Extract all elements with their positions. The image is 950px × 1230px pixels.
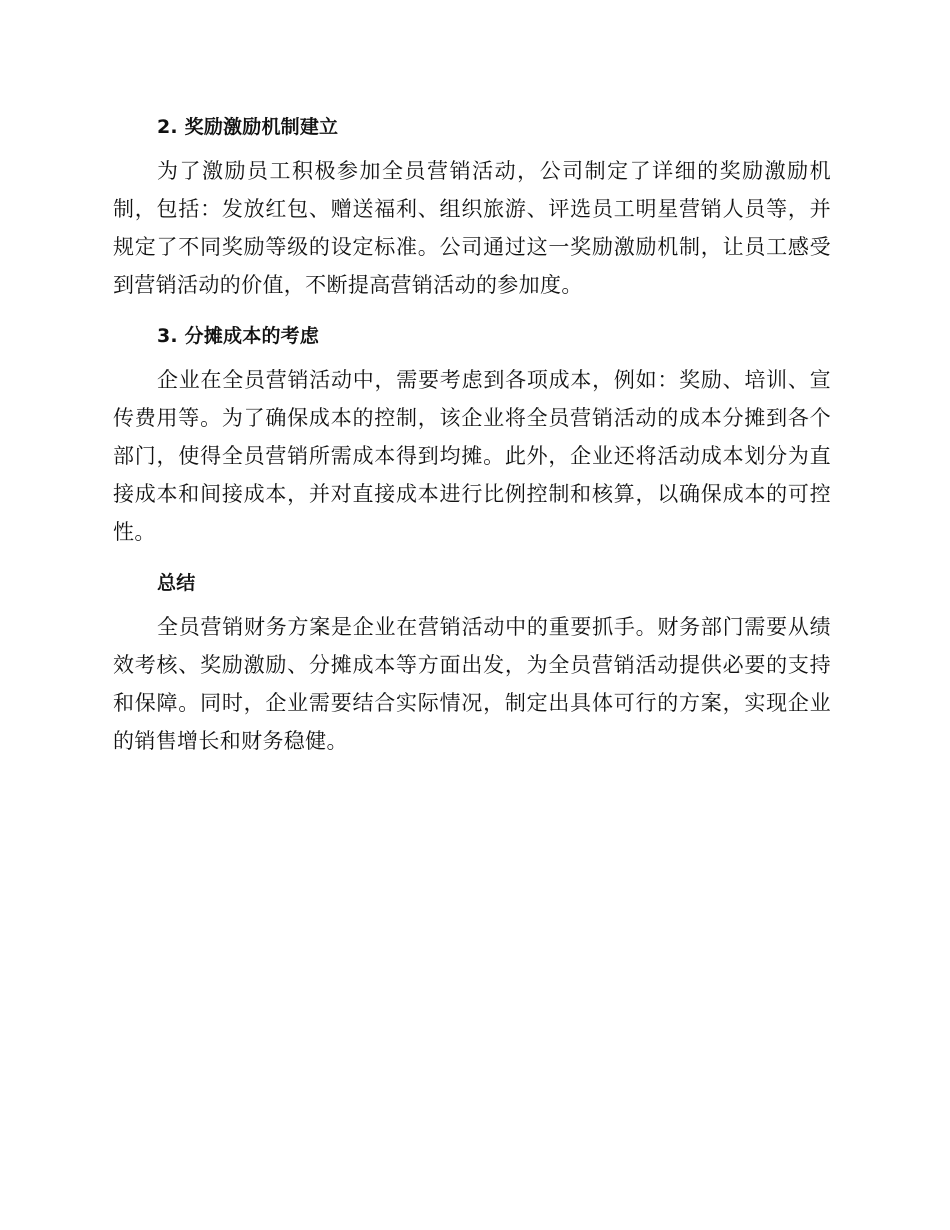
section-heading: 总结 bbox=[157, 572, 196, 594]
section-paragraph: 企业在全员营销活动中，需要考虑到各项成本，例如：奖励、培训、宣传费用等。为了确保成本的控制，该企业将全员营销活动的成本分摊到各个部门，使得全员营销所需成本得到均摊。此外，企业还将活动成本划分为直接成本和间接成本，并对直接成本进行比例控制和核算，以确保成本的可控性。 bbox=[113, 368, 831, 544]
section-paragraph: 全员营销财务方案是企业在营销活动中的重要抓手。财务部门需要从绩效考核、奖励激励、分摊成本等方面出发，为全员营销活动提供必要的支持和保障。同时，企业需要结合实际情况，制定出具体可行的方案，实现企业的销售增长和财务稳健。 bbox=[113, 615, 831, 753]
section-cost-sharing bbox=[113, 321, 831, 551]
section-heading: 2. 奖励激励机制建立 bbox=[157, 116, 339, 138]
section-summary bbox=[113, 568, 831, 760]
section-paragraph: 为了激励员工积极参加全员营销活动，公司制定了详细的奖励激励机制，包括：发放红包、赠送福利、组织旅游、评选员工明星营销人员等，并规定了不同奖励等级的设定标准。公司通过这一奖励激励机制，让员工感受到营销活动的价值，不断提高营销活动的参加度。 bbox=[113, 159, 831, 297]
document-body bbox=[113, 112, 831, 777]
section-heading: 3. 分摊成本的考虑 bbox=[157, 325, 320, 347]
section-reward-incentive bbox=[113, 112, 831, 304]
